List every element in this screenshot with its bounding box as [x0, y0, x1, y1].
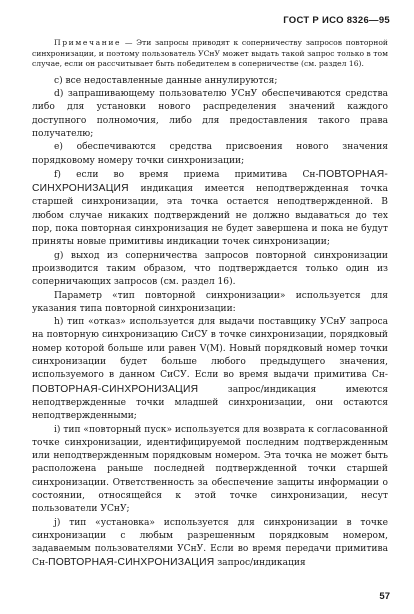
note-paragraph	[32, 38, 388, 70]
type-j-primitive: ПОВТОРНАЯ-СИНХРОНИЗАЦИЯ	[48, 557, 215, 569]
standard-code-header: ГОСТ Р ИСО 8326—95	[283, 15, 390, 26]
item-f-end: индикация имеется неподтвержденная точка старшей синхронизации, эта точка остается неподтвержденной. В любом случае никаких подтверждений не должно выдаваться до тех пор, пока повторная синхронизация не будет завершена и пока не будут приняты новые примитивы индикации точек синхронизации;	[32, 184, 388, 248]
document-body	[32, 38, 388, 571]
type-h	[32, 316, 388, 423]
type-j-end: запрос/индикация	[214, 558, 306, 569]
type-j	[32, 517, 388, 571]
type-h-start: h) тип «отказ» используется для выдачи поставщику УСнУ запроса на повторную синхронизацию СиСУ в точке синхронизации, порядковый номер которой больше или равен V(M). Новый порядковый номер точки синхронизации будет больше любого предыдущего значения, используемого в данном СиСУ. Если во время выдачи примитива Сн-	[32, 317, 388, 381]
item-e: е) обеспечиваются средства присвоения нового значения порядковому номеру точки синхронизации;	[32, 142, 388, 166]
item-f-primitive: ПОВТОРНАЯ-СИНХРОНИЗАЦИЯ	[32, 168, 388, 195]
item-c: с) все недоставленные данные аннулируются;	[54, 75, 278, 86]
page-number: 57	[379, 591, 390, 602]
item-f	[32, 168, 388, 250]
type-j-start: j) тип «установка» используется для синхронизации в точке синхронизации с любым разрешенным порядковым номером, задаваемым пользователями УСнУ. Если во время передачи примитива Сн-	[32, 517, 388, 569]
note-label: Примечание	[54, 38, 122, 47]
item-d: d) запрашивающему пользователю УСнУ обеспечиваются средства либо для установки нового распределения значений каждого доступного полномочия, либо для предоставления такого права получателю;	[32, 89, 388, 139]
item-f-start: f) если во время приема примитива Сн-	[54, 169, 319, 180]
type-i: i) тип «повторный пуск» используется для возврата к согласованной точке синхронизации, идентифицируемой последним подтвержденным или неподтвержденным порядковым номером. Эта точка не может быть расположена раньше последней подтвержденной точки старшей синхронизации. Ответственность за обеспечение защиты информации о состоянии, относящейся к этой точке синхронизации, несут пользователи УСнУ;	[32, 424, 388, 515]
type-h-end: запрос/индикация имеются неподтвержденные точки младшей синхронизации, они остаются неподтвержденными;	[32, 384, 388, 422]
type-h-primitive: ПОВТОРНАЯ-СИНХРОНИЗАЦИЯ	[32, 383, 199, 395]
item-g: g) выход из соперничества запросов повторной синхронизации производится таким образом, что подтверждается только один из соперничающих запросов (см. раздел 16).	[32, 250, 388, 288]
param-intro: Параметр «тип повторной синхронизации» используется для указания типа повторной синхронизации:	[32, 290, 388, 314]
note-text: — Эти запросы приводят к соперничеству запросов повторной синхронизации, и поэтому пользователь УСнУ может выдать такой запрос только в том случае, если он рассчитывает быть победителем в соперничестве (см. раздел 16).	[32, 38, 388, 69]
